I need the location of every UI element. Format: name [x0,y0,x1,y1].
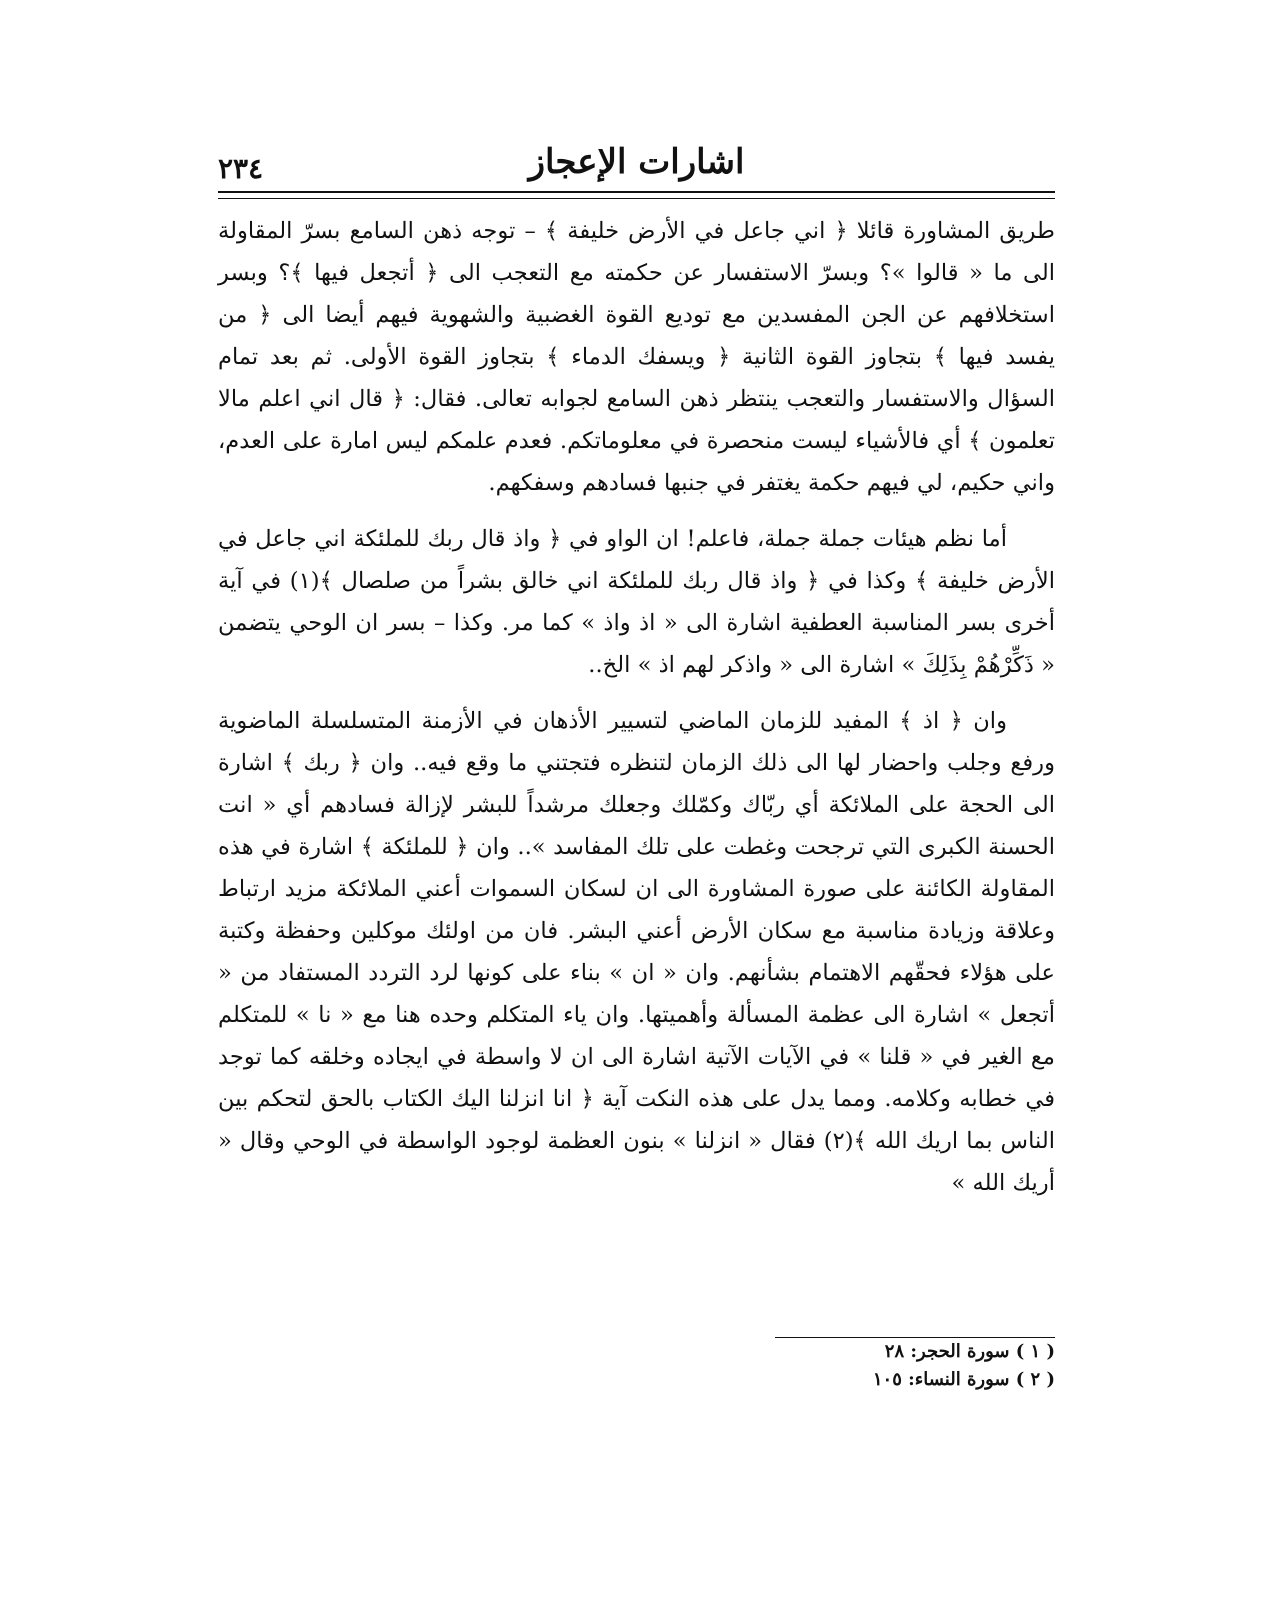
header-rule-thin [218,198,1055,199]
footnote-2: ( ٢ ) سورة النساء: ١٠٥ [872,1369,1055,1390]
paragraph-2: أما نظم هيئات جملة جملة، فاعلم! ان الواو في ﴿ واذ قال ربك للملئكة اني جاعل في الأرض خليفة ﴾ وكذا في ﴿ واذ قال ربك للملئكة اني خالق بشراً من صلصال ﴾(١) في آية أخرى بسر المناسبة العطفية اشارة الى « اذ واذ » كما مر. وكذا – بسر ان الوحي يتضمن « ذَكِّرْهُمْ بِذَلِكَ » اشارة الى « واذكر لهم اذ » الخ.. [218,526,1055,678]
footnote-1: ( ١ ) سورة الحجر: ٢٨ [884,1341,1055,1362]
page-header [218,140,1055,190]
running-title: اشارات الإعجاز [528,142,745,182]
footnotes [218,1337,1055,1394]
page-number: ٢٣٤ [218,152,264,185]
body-text [218,210,1055,1204]
paragraph-3: وان ﴿ اذ ﴾ المفيد للزمان الماضي لتسيير الأذهان في الأزمنة المتسلسلة الماضوية ورفع وجلب واحضار لها الى ذلك الزمان لتنظره فتجتني ما وقع فيه.. وان ﴿ ربك ﴾ اشارة الى الحجة على الملائكة أي ربّاك وكمّلك وجعلك مرشداً للبشر لإزالة فسادهم أي « انت الحسنة الكبرى التي ترجحت وغطت على تلك المفاسد ».. وان ﴿ للملئكة ﴾ اشارة في هذه المقاولة الكائنة على صورة المشاورة الى ان لسكان السموات أعني الملائكة مزيد ارتباط وعلاقة وزيادة مناسبة مع سكان الأرض أعني البشر. فان من اولئك موكلين وحفظة وكتبة على هؤلاء فحقّهم الاهتمام بشأنهم. وان « ان » بناء على كونها لرد التردد المستفاد من « أتجعل » اشارة الى عظمة المسألة وأهميتها. وان ياء المتكلم وحده هنا مع « نا » للمتكلم مع الغير في « قلنا » في الآيات الآتية اشارة الى ان لا واسطة في ايجاده وخلقه كما توجد في خطابه وكلامه. ومما يدل على هذه النكت آية ﴿ انا انزلنا اليك الكتاب بالحق لتحكم بين الناس بما اريك الله ﴾(٢) فقال « انزلنا » بنون العظمة لوجود الواسطة في الوحي وقال « أريك الله » [218,708,1056,1196]
paragraph-1: طريق المشاورة قائلا ﴿ اني جاعل في الأرض خليفة ﴾ – توجه ذهن السامع بسرّ المقاولة الى ما « قالوا »؟ وبسرّ الاستفسار عن حكمته مع التعجب الى ﴿ أتجعل فيها ﴾؟ وبسر استخلافهم عن الجن المفسدين مع توديع القوة الغضبية والشهوية فيهم أيضا الى ﴿ من يفسد فيها ﴾ بتجاوز القوة الثانية ﴿ ويسفك الدماء ﴾ بتجاوز القوة الأولى. ثم بعد تمام السؤال والاستفسار والتعجب ينتظر ذهن السامع لجوابه تعالى. فقال: ﴿ قال اني اعلم مالا تعلمون ﴾ أي فالأشياء ليست منحصرة في معلوماتكم. فعدم علمكم ليس امارة على العدم، واني حكيم، لي فيهم حكمة يغتفر في جنبها فسادهم وسفكهم. [218,218,1055,496]
header-rule-thick [218,191,1055,193]
